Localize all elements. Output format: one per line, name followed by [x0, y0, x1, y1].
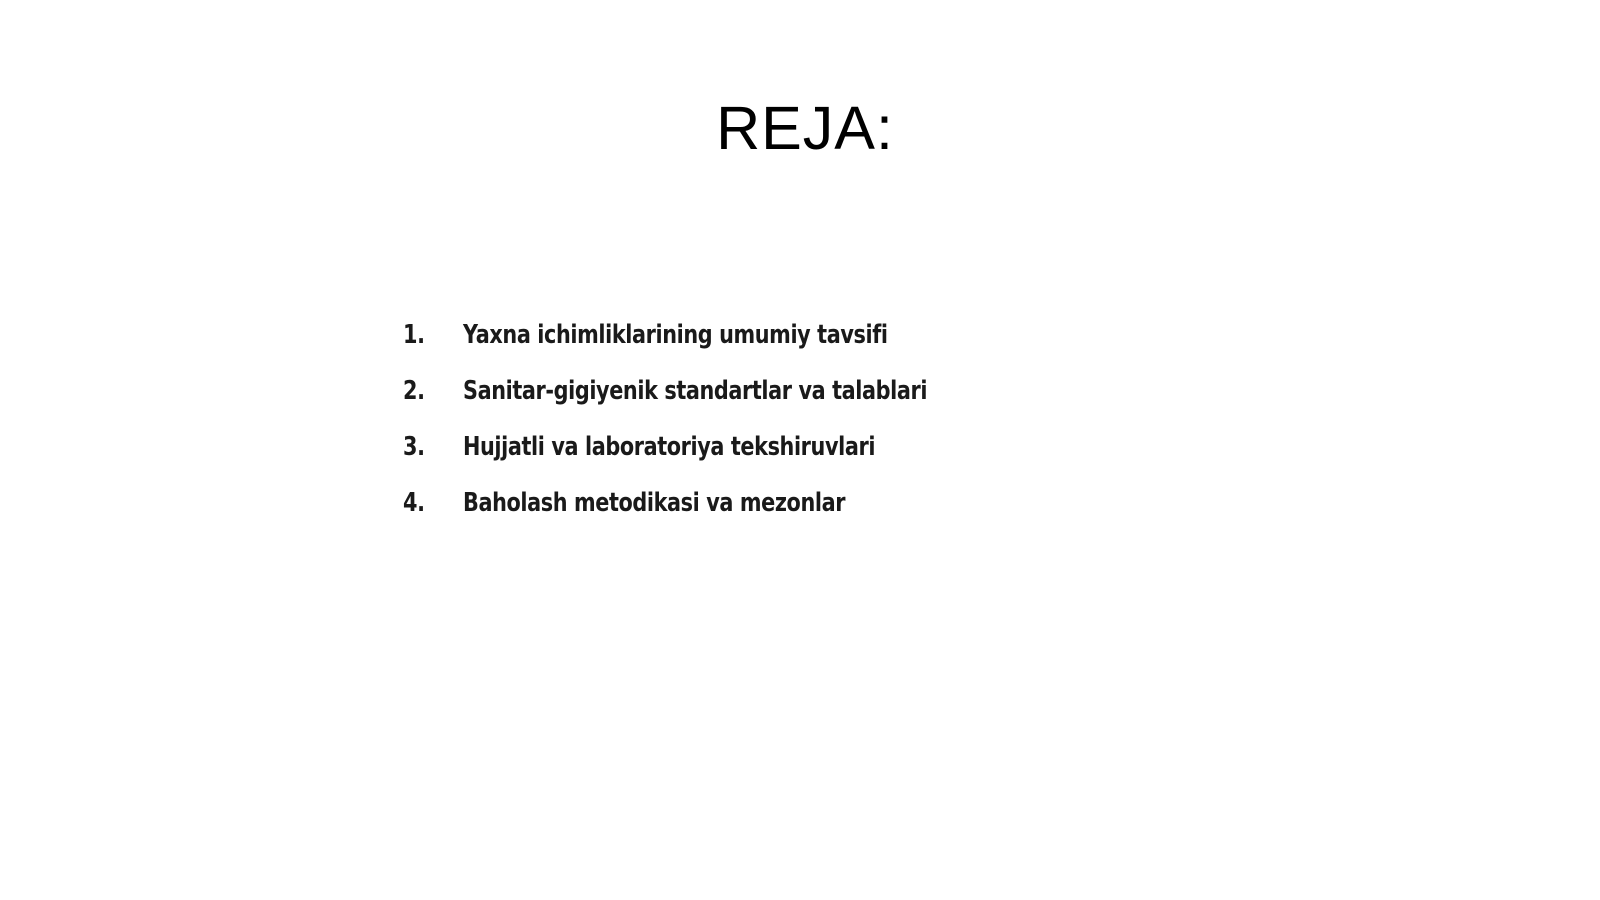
plan-item-text: Hujjatli va laboratoriya tekshiruvlari — [463, 432, 876, 462]
plan-item-text: Yaxna ichimliklarining umumiy tavsifi — [463, 320, 888, 350]
plan-item-3 — [403, 432, 927, 488]
plan-item-1 — [403, 320, 927, 376]
plan-item-text: Sanitar-gigiyenik standartlar va talablari — [463, 376, 928, 406]
plan-item-number: 2. — [403, 376, 425, 406]
plan-item-number: 3. — [403, 432, 425, 462]
plan-item-2 — [403, 376, 927, 432]
plan-item-number: 1. — [403, 320, 425, 350]
plan-item-number: 4. — [403, 488, 425, 518]
plan-item-text: Baholash metodikasi va mezonlar — [463, 488, 846, 518]
plan-item-4 — [403, 488, 927, 544]
slide-title: REJA: — [716, 94, 894, 162]
plan-list — [403, 320, 1058, 544]
